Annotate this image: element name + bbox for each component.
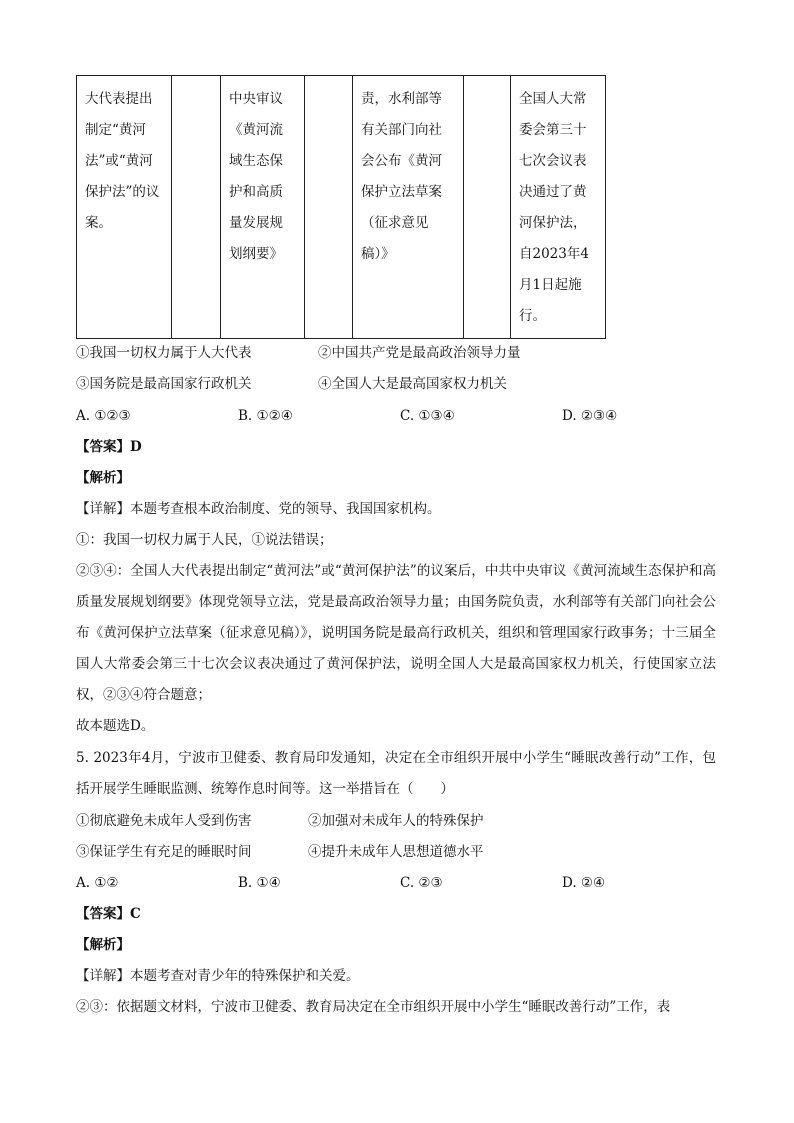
conclusion-text: 故本题选D。 <box>76 718 155 734</box>
statement-2: ②中国共产党是最高政治领导力量 <box>318 345 521 361</box>
statement-1: ①彻底避免未成年人受到伤害 <box>76 813 252 829</box>
option-a: A. ①②③ <box>76 408 131 424</box>
statement-3: ③保证学生有充足的睡眠时间 <box>76 844 252 860</box>
table-cell: 全国人大常委会第三十七次会议表决通过了黄河保护法，自2023年4月1日起施行。 <box>511 76 606 339</box>
option-c: C. ②③ <box>400 875 443 891</box>
analysis-label: 【解析】 <box>76 937 130 953</box>
table-cell <box>305 76 353 339</box>
option-c: C. ①③④ <box>400 408 455 424</box>
statement-2: ②加强对未成年人的特殊保护 <box>308 813 484 829</box>
detail-text: 【详解】本题考查根本政治制度、党的领导、我国国家机构。 <box>76 501 441 517</box>
statement-4: ④提升未成年人思想道德水平 <box>308 844 484 860</box>
analysis-label: 【解析】 <box>76 470 130 486</box>
table-cell: 责，水利部等有关部门向社会公布《黄河保护立法草案（征求意见稿）》 <box>353 76 464 339</box>
option-b: B. ①④ <box>238 875 281 891</box>
statement-4: ④全国人大是最高国家权力机关 <box>318 376 507 392</box>
table-cell <box>464 76 511 339</box>
table-cell: 大代表提出制定“黄河法”或“黄河保护法”的议案。 <box>77 76 172 339</box>
statement-1: ①我国一切权力属于人大代表 <box>76 345 252 361</box>
timeline-table <box>76 75 606 339</box>
analysis-paragraph: ①：我国一切权力属于人民，①说法错误； <box>76 532 333 548</box>
question-stem: 5. 2023年4月，宁波市卫健委、教育局印发通知，决定在全市组织开展中小学生“睡眠改善行动”工作，包括开展学生睡眠监测、统筹作息时间等。这一举措旨在（ ） <box>76 750 716 797</box>
option-b: B. ①②④ <box>238 408 293 424</box>
option-d: D. ②③④ <box>562 408 618 424</box>
answer-label: 【答案】D <box>76 439 142 455</box>
statement-3: ③国务院是最高国家行政机关 <box>76 376 252 392</box>
option-d: D. ②④ <box>562 875 606 891</box>
table-cell <box>172 76 221 339</box>
analysis-paragraph: ②③：依据题文材料，宁波市卫健委、教育局决定在全市组织开展中小学生“睡眠改善行动”工作，表 <box>76 999 671 1015</box>
detail-text: 【详解】本题考查对青少年的特殊保护和关爱。 <box>76 968 360 984</box>
answer-label: 【答案】C <box>76 906 141 922</box>
table-row <box>77 76 606 339</box>
analysis-paragraph: ②③④：全国人大代表提出制定“黄河法”或“黄河保护法”的议案后，中共中央审议《黄河流域生态保护和高质量发展规划纲要》体现党领导立法，党是最高政治领导力量；由国务院负责，水利部等有关部门向社会公布《黄河保护立法草案（征求意见稿）》，说明国务院是最高行政机关，组织和管理国家行政事务；十三届全国人大常委会第三十七次会议表决通过了黄河保护法，说明全国人大是最高国家权力机关，行使国家立法权，②③④符合题意； <box>76 563 716 703</box>
table-cell: 中央审议《黄河流域生态保护和高质量发展规划纲要》 <box>221 76 305 339</box>
option-a: A. ①② <box>76 875 119 891</box>
